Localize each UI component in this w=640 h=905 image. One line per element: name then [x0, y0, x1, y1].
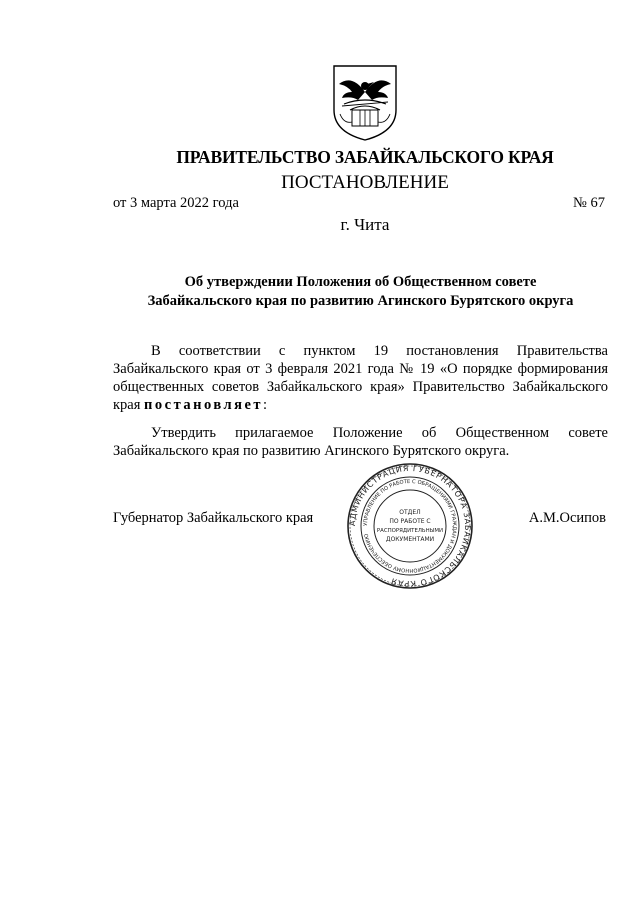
- stamp-center-line-2: ПО РАБОТЕ С: [389, 518, 431, 525]
- signer-title: Губернатор Забайкальского края: [113, 510, 314, 526]
- document-city: г. Чита: [340, 215, 390, 234]
- body-paragraph-1: [113, 342, 608, 414]
- body-paragraph-2: Утвердить прилагаемое Положение об Общественном совете Забайкальского края по развитию Агинского Бурятского округа.: [113, 425, 608, 459]
- stamp-center-line-3: РАСПОРЯДИТЕЛЬНЫМИ: [376, 528, 444, 534]
- document-date: от 3 марта 2022 года: [113, 195, 239, 211]
- subject-line-1: Об утверждении Положения об Общественном совете: [184, 274, 537, 290]
- subject-line-2: Забайкальского края по развитию Агинского Бурятского округа: [147, 293, 574, 309]
- stamp-inner-text: УПРАВЛЕНИЕ ПО РАБОТЕ С ОБРАЩЕНИЯМИ ГРАЖДАН И ДОКУМЕНТАЦИОННОМУ ОБЕСПЕЧЕНИЮ: [362, 478, 458, 574]
- decree-word: постановляет: [144, 397, 264, 413]
- stamp-outer-text: АДМИНИСТРАЦИЯ ГУБЕРНАТОРА ЗАБАЙКАЛЬСКОГО КРАЯ: [347, 463, 473, 589]
- document-number: № 67: [573, 195, 605, 211]
- signer-name: А.М.Осипов: [528, 510, 606, 526]
- government-title: ПРАВИТЕЛЬСТВО ЗАБАЙКАЛЬСКОГО КРАЯ: [176, 147, 554, 167]
- document-type: ПОСТАНОВЛЕНИЕ: [281, 172, 449, 193]
- document-subject: [113, 273, 608, 311]
- paragraph-1-text: В соответствии с пунктом 19 постановления Правительства Забайкальского края от 3 февраля 2021 года № 19 «О порядке формирования общественных советов Забайкальского края» Правительство Забайкальского края: [113, 343, 608, 413]
- official-stamp: [346, 462, 474, 590]
- stamp-center-line-1: ОТДЕЛ: [399, 509, 421, 516]
- stamp-center-line-4: ДОКУМЕНТАМИ: [385, 536, 435, 543]
- decree-colon: :: [263, 397, 268, 413]
- coat-of-arms-icon: [330, 62, 400, 142]
- svg-text:УПРАВЛЕНИЕ ПО РАБОТЕ С ОБРАЩЕН: [363, 479, 457, 573]
